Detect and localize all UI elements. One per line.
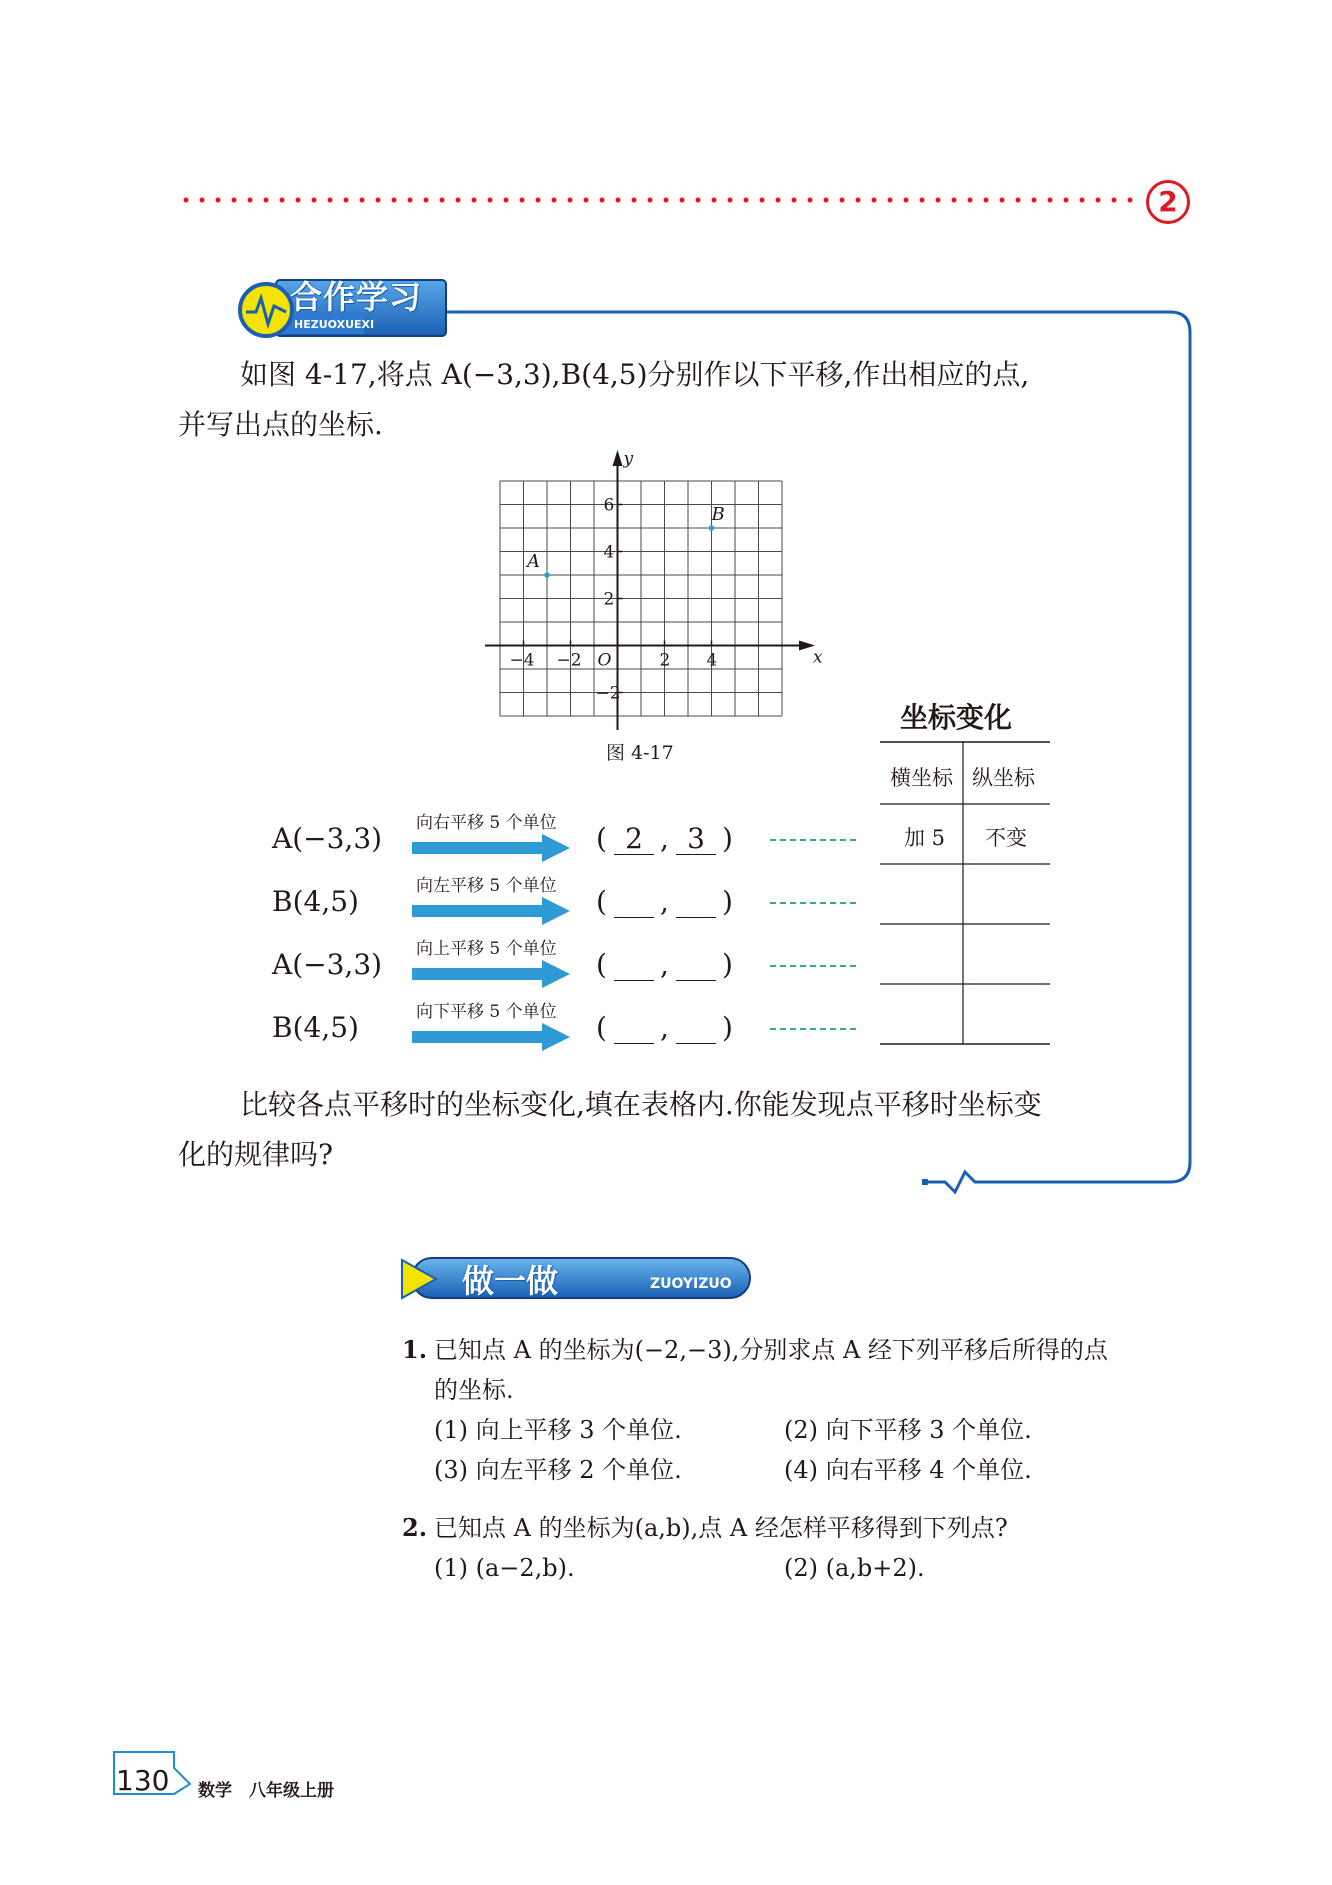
result-open-paren: (	[596, 885, 607, 918]
y-tick-label: 2	[603, 589, 615, 610]
result-close-paren: )	[722, 885, 733, 918]
translation-instruction: 向右平移 5 个单位	[416, 813, 557, 833]
result-comma: ,	[660, 822, 669, 855]
result-comma: ,	[660, 948, 669, 981]
translation-instruction: 向下平移 5 个单位	[416, 1002, 557, 1022]
source-point: A(−3,3)	[272, 948, 383, 981]
intro-line-1: 如图 4-17,将点 A(−3,3),B(4,5)分别作以下平移,作出相应的点,	[240, 358, 1030, 391]
table-header-y: 纵坐标	[972, 766, 1035, 790]
result-y-blank[interactable]: 3	[676, 822, 716, 855]
result-y-blank[interactable]	[676, 885, 716, 918]
y-axis-arrow-icon	[613, 450, 623, 466]
table-cell: 不变	[985, 826, 1027, 850]
coordinate-grid-figure	[485, 448, 825, 730]
page-number: 130	[116, 1764, 170, 1797]
coop-title: 合作学习	[290, 278, 423, 316]
connector-dash	[770, 965, 856, 967]
source-point: B(4,5)	[272, 1011, 359, 1044]
result-x-blank[interactable]	[614, 948, 654, 981]
question-1-option: (1) 向上平移 3 个单位.	[434, 1416, 682, 1444]
point-label-A: A	[527, 551, 540, 572]
result-comma: ,	[660, 1011, 669, 1044]
source-point: A(−3,3)	[272, 822, 383, 855]
result-close-paren: )	[722, 822, 733, 855]
y-tick-label: 4	[603, 542, 615, 563]
x-tick-label: −2	[556, 650, 582, 671]
book-info: 数学 八年级上册	[198, 1781, 334, 1801]
result-open-paren: (	[596, 822, 607, 855]
result-close-paren: )	[722, 948, 733, 981]
point-B	[709, 525, 715, 531]
connector-dash	[770, 902, 856, 904]
translation-instruction: 向左平移 5 个单位	[416, 876, 557, 896]
intro-line-2: 并写出点的坐标.	[178, 408, 383, 441]
question-2-option: (2) (a,b+2).	[784, 1554, 925, 1582]
result-comma: ,	[660, 885, 669, 918]
source-point: B(4,5)	[272, 885, 359, 918]
question-2-option: (1) (a−2,b).	[434, 1554, 575, 1582]
question-2-line-1: 已知点 A 的坐标为(a,b),点 A 经怎样平移得到下列点?	[434, 1514, 1008, 1542]
result-x-blank[interactable]: 2	[614, 822, 654, 855]
question-1-number: 1.	[402, 1335, 428, 1364]
chapter-badge: 2	[1146, 180, 1190, 224]
connector-dash	[770, 1028, 856, 1030]
arrow-icon	[412, 897, 572, 927]
doit-title: 做一做	[462, 1262, 559, 1300]
question-1-option: (2) 向下平移 3 个单位.	[784, 1416, 1032, 1444]
result-close-paren: )	[722, 1011, 733, 1044]
origin-label: O	[597, 650, 612, 671]
table-cell: 加 5	[904, 826, 946, 850]
coop-subtitle: HEZUOXUEXI	[294, 318, 375, 331]
compare-line-1: 比较各点平移时的坐标变化,填在表格内.你能发现点平移时坐标变	[240, 1088, 1042, 1121]
y-axis-label: y	[623, 449, 634, 469]
y-tick-label: −2	[595, 683, 621, 704]
question-1-option: (4) 向右平移 4 个单位.	[784, 1456, 1032, 1484]
question-1-line-1: 已知点 A 的坐标为(−2,−3),分别求点 A 经下列平移后所得的点	[434, 1336, 1108, 1364]
result-open-paren: (	[596, 1011, 607, 1044]
x-tick-label: 2	[659, 650, 671, 671]
question-2-number: 2.	[402, 1513, 428, 1542]
x-axis-label: x	[813, 647, 823, 668]
result-x-blank[interactable]	[614, 1011, 654, 1044]
result-x-blank[interactable]	[614, 885, 654, 918]
table-header-x: 横坐标	[890, 766, 953, 790]
doit-subtitle: ZUOYIZUO	[650, 1276, 732, 1292]
point-A	[544, 572, 550, 578]
x-tick-label: −4	[509, 650, 535, 671]
result-y-blank[interactable]	[676, 948, 716, 981]
question-1-line-2: 的坐标.	[434, 1376, 514, 1404]
point-label-B: B	[711, 504, 725, 525]
arrow-icon	[412, 1023, 572, 1053]
figure-caption: 图 4-17	[606, 742, 674, 764]
y-tick-label: 6	[603, 495, 615, 516]
x-tick-label: 4	[706, 650, 718, 671]
connector-dash	[770, 839, 856, 841]
table-title: 坐标变化	[900, 701, 1013, 734]
question-1-option: (3) 向左平移 2 个单位.	[434, 1456, 682, 1484]
compare-line-2: 化的规律吗?	[178, 1138, 334, 1171]
result-open-paren: (	[596, 948, 607, 981]
header-dotted-rule	[178, 196, 1140, 204]
arrow-icon	[412, 960, 572, 990]
arrow-icon	[412, 834, 572, 864]
translation-instruction: 向上平移 5 个单位	[416, 939, 557, 959]
result-y-blank[interactable]	[676, 1011, 716, 1044]
